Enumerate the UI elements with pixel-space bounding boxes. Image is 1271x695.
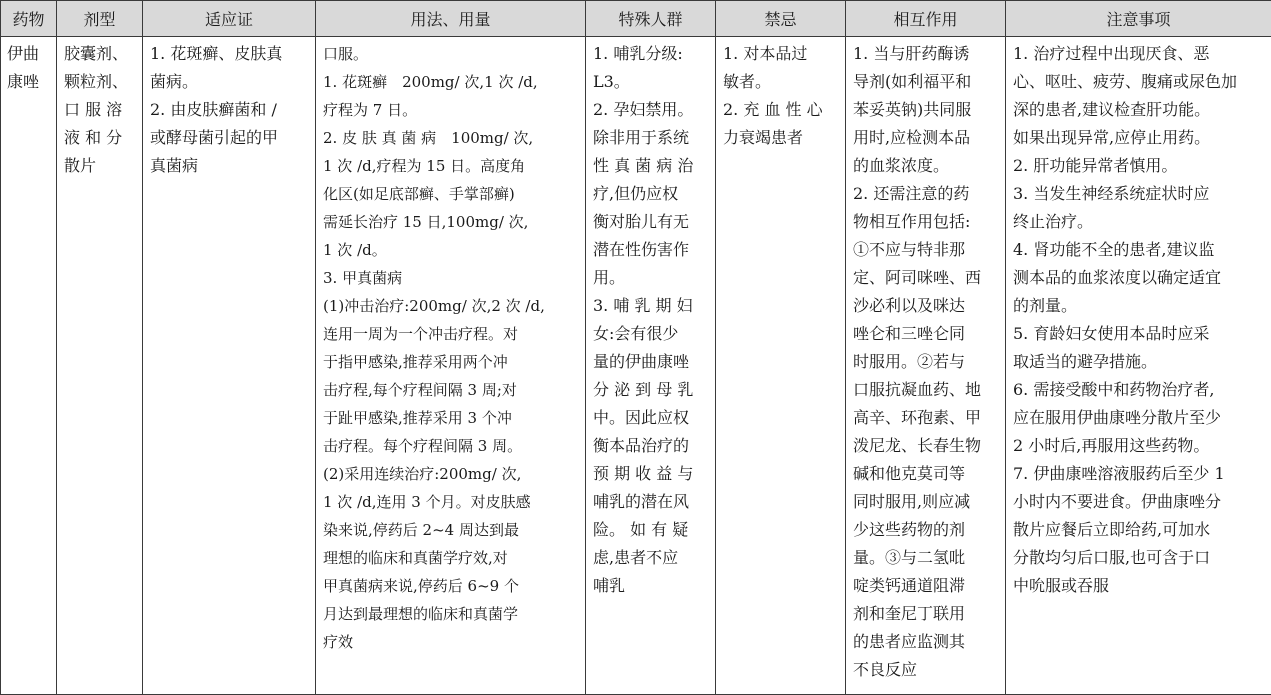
cell-drug [1, 37, 57, 695]
cell-line: 除非用于系统 [593, 124, 708, 152]
cell-line: 啶类钙通道阻滞 [853, 572, 998, 600]
cell-line: 物相互作用包括: [853, 208, 998, 236]
cell-line: 月达到最理想的临床和真菌学 [323, 600, 578, 628]
cell-line: 衡本品治疗的 [593, 432, 708, 460]
cell-line: 用。 [593, 264, 708, 292]
header-indications: 适应证 [143, 1, 316, 37]
cell-line: 伊曲 [7, 40, 53, 68]
cell-usage-dosage [316, 37, 586, 695]
cell-line: 3. 哺 乳 期 妇 [593, 292, 708, 320]
header-usage-dosage: 用法、用量 [316, 1, 586, 37]
cell-line: 1 次 /d,疗程为 15 日。高度角 [323, 152, 578, 180]
cell-line: 化区(如足底部癣、手掌部癣) [323, 180, 578, 208]
cell-line: 需延长治疗 15 日,100mg/ 次, [323, 208, 578, 236]
cell-line: L3。 [593, 68, 708, 96]
cell-line: 如果出现异常,应停止用药。 [1013, 124, 1264, 152]
cell-line: 1 次 /d。 [323, 236, 578, 264]
cell-line: 终止治疗。 [1013, 208, 1264, 236]
cell-line: 颗粒剂、 [64, 68, 135, 96]
cell-line: 疗,但仍应权 [593, 180, 708, 208]
cell-line: 险。 如 有 疑 [593, 516, 708, 544]
cell-line: 潜在性伤害作 [593, 236, 708, 264]
cell-line: 液 和 分 [64, 124, 135, 152]
cell-line: 7. 伊曲康唑溶液服药后至少 1 [1013, 460, 1264, 488]
cell-line: 哺乳 [593, 572, 708, 600]
cell-line: 预 期 收 益 与 [593, 460, 708, 488]
cell-line: 2 小时后,再服用这些药物。 [1013, 432, 1264, 460]
header-dosage-form: 剂型 [57, 1, 143, 37]
cell-line: 取适当的避孕措施。 [1013, 348, 1264, 376]
cell-line: 力衰竭患者 [723, 124, 838, 152]
cell-line: 泼尼龙、长春生物 [853, 432, 998, 460]
header-special-populations: 特殊人群 [586, 1, 716, 37]
cell-line: 真菌病 [150, 152, 308, 180]
cell-line: 6. 需接受酸中和药物治疗者, [1013, 376, 1264, 404]
cell-line: 于指甲感染,推荐采用两个冲 [323, 348, 578, 376]
cell-line: 小时内不要进食。伊曲康唑分 [1013, 488, 1264, 516]
cell-interactions [846, 37, 1006, 695]
cell-line: 3. 当发生神经系统症状时应 [1013, 180, 1264, 208]
cell-line: 1. 花斑癣、皮肤真 [150, 40, 308, 68]
cell-line: 5. 育龄妇女使用本品时应采 [1013, 320, 1264, 348]
cell-line: 唑仑和三唑仑同 [853, 320, 998, 348]
cell-indications [143, 37, 316, 695]
cell-line: 用时,应检测本品 [853, 124, 998, 152]
cell-line: 心、呕吐、疲劳、腹痛或尿色加 [1013, 68, 1264, 96]
header-interactions: 相互作用 [846, 1, 1006, 37]
cell-line: 疗程为 7 日。 [323, 96, 578, 124]
cell-line: 时服用。②若与 [853, 348, 998, 376]
cell-line: 甲真菌病来说,停药后 6~9 个 [323, 572, 578, 600]
cell-line: 染来说,停药后 2~4 周达到最 [323, 516, 578, 544]
cell-line: 虑,患者不应 [593, 544, 708, 572]
cell-line: 1. 当与肝药酶诱 [853, 40, 998, 68]
cell-line: 量。③与二氢吡 [853, 544, 998, 572]
cell-line: 中吮服或吞服 [1013, 572, 1264, 600]
cell-line: 定、阿司咪唑、西 [853, 264, 998, 292]
cell-line: 3. 甲真菌病 [323, 264, 578, 292]
cell-line: 敏者。 [723, 68, 838, 96]
cell-line: 不良反应 [853, 656, 998, 684]
header-drug: 药物 [1, 1, 57, 37]
cell-line: 口 服 溶 [64, 96, 135, 124]
cell-contraindications [716, 37, 846, 695]
cell-line: 或酵母菌引起的甲 [150, 124, 308, 152]
cell-line: 2. 孕妇禁用。 [593, 96, 708, 124]
cell-line: ①不应与特非那 [853, 236, 998, 264]
cell-line: 菌病。 [150, 68, 308, 96]
cell-line: 同时服用,则应减 [853, 488, 998, 516]
cell-line: 1 次 /d,连用 3 个月。对皮肤感 [323, 488, 578, 516]
cell-line: 女:会有很少 [593, 320, 708, 348]
cell-line: 康唑 [7, 68, 53, 96]
cell-line: 击疗程,每个疗程间隔 3 周;对 [323, 376, 578, 404]
cell-dosage-form [57, 37, 143, 695]
cell-line: 2. 由皮肤癣菌和 / [150, 96, 308, 124]
cell-line: 高辛、环孢素、甲 [853, 404, 998, 432]
table-row [1, 37, 1271, 695]
cell-line: 导剂(如利福平和 [853, 68, 998, 96]
cell-line: 连用一周为一个冲击疗程。对 [323, 320, 578, 348]
cell-line: 1. 治疗过程中出现厌食、恶 [1013, 40, 1264, 68]
cell-line: 击疗程。每个疗程间隔 3 周。 [323, 432, 578, 460]
cell-line: 的剂量。 [1013, 292, 1264, 320]
cell-line: 深的患者,建议检查肝功能。 [1013, 96, 1264, 124]
cell-line: 2. 充 血 性 心 [723, 96, 838, 124]
cell-line: 量的伊曲康唑 [593, 348, 708, 376]
cell-line: 胶囊剂、 [64, 40, 135, 68]
cell-line: 理想的临床和真菌学疗效,对 [323, 544, 578, 572]
cell-line: 口服抗凝血药、地 [853, 376, 998, 404]
cell-line: 衡对胎儿有无 [593, 208, 708, 236]
header-precautions: 注意事项 [1006, 1, 1271, 37]
cell-line: 中。因此应权 [593, 404, 708, 432]
cell-line: 1. 花斑癣 200mg/ 次,1 次 /d, [323, 68, 578, 96]
cell-line: 于趾甲感染,推荐采用 3 个冲 [323, 404, 578, 432]
header-contraindications: 禁忌 [716, 1, 846, 37]
cell-line: 散片应餐后立即给药,可加水 [1013, 516, 1264, 544]
cell-line: 散片 [64, 152, 135, 180]
cell-line: 2. 肝功能异常者慎用。 [1013, 152, 1264, 180]
cell-precautions [1006, 37, 1271, 695]
cell-line: 2. 还需注意的药 [853, 180, 998, 208]
cell-line: 2. 皮 肤 真 菌 病 100mg/ 次, [323, 124, 578, 152]
cell-line: 4. 肾功能不全的患者,建议监 [1013, 236, 1264, 264]
cell-line: 应在服用伊曲康唑分散片至少 [1013, 404, 1264, 432]
cell-line: (2)采用连续治疗:200mg/ 次, [323, 460, 578, 488]
cell-special-populations [586, 37, 716, 695]
cell-line: 1. 哺乳分级: [593, 40, 708, 68]
cell-line: 的血浆浓度。 [853, 152, 998, 180]
cell-line: 分散均匀后口服,也可含于口 [1013, 544, 1264, 572]
header-row [1, 1, 1271, 37]
cell-line: 测本品的血浆浓度以确定适宜 [1013, 264, 1264, 292]
cell-line: 性 真 菌 病 治 [593, 152, 708, 180]
cell-line: 的患者应监测其 [853, 628, 998, 656]
cell-line: (1)冲击治疗:200mg/ 次,2 次 /d, [323, 292, 578, 320]
cell-line: 疗效 [323, 628, 578, 656]
cell-line: 哺乳的潜在风 [593, 488, 708, 516]
cell-line: 少这些药物的剂 [853, 516, 998, 544]
cell-line: 分 泌 到 母 乳 [593, 376, 708, 404]
cell-line: 苯妥英钠)共同服 [853, 96, 998, 124]
cell-line: 碱和他克莫司等 [853, 460, 998, 488]
cell-line: 剂和奎尼丁联用 [853, 600, 998, 628]
cell-line: 口服。 [323, 40, 578, 68]
cell-line: 沙必利以及咪达 [853, 292, 998, 320]
cell-line: 1. 对本品过 [723, 40, 838, 68]
